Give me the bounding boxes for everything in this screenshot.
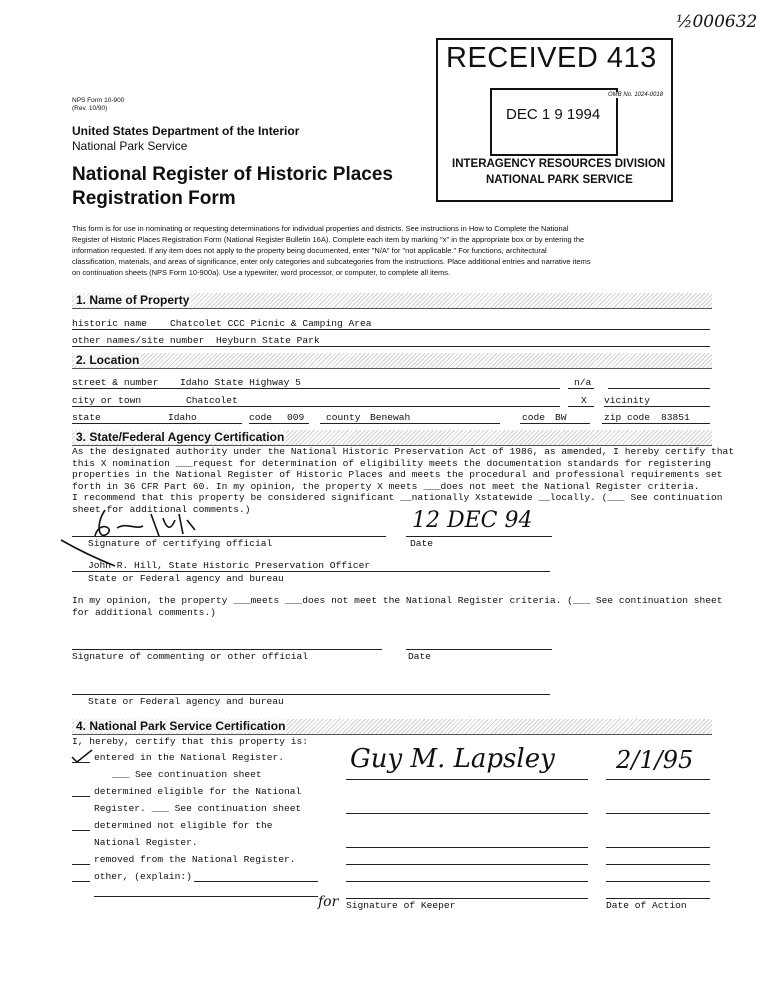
vicinity-underline xyxy=(604,406,710,407)
keeper-line6 xyxy=(346,898,588,899)
cert-line4: forth in 36 CFR Part 60. In my opinion, the property X meets ___does not meet the National Register criteria. xyxy=(72,480,700,492)
cert-date-label: Date xyxy=(410,538,434,549)
opinion-line2: for additional comments.) xyxy=(72,606,216,618)
stamp-service: NATIONAL PARK SERVICE xyxy=(486,174,633,186)
street-label: street & number xyxy=(72,377,159,388)
keeper-line5 xyxy=(346,881,588,882)
instructions-line2: Register of Historic Places Registration Form (National Register Bulletin 16A). Complete each item by marking "x" in the appropriate box or by entering the xyxy=(72,235,585,244)
keeper-signature-label: Signature of Keeper xyxy=(346,900,456,911)
for-mark: for xyxy=(318,894,339,910)
opinion-line1: In my opinion, the property ___meets ___does not meet the National Register criteria. (___ See continuation sheet xyxy=(72,595,723,606)
keeper-line3 xyxy=(346,847,588,848)
zip-value[interactable]: 83851 xyxy=(661,412,690,423)
other-explain-line2 xyxy=(94,896,318,897)
other-names-value[interactable]: Heyburn State Park xyxy=(216,335,320,346)
other-label: other, (explain:) xyxy=(94,871,192,882)
commenting-date-label: Date xyxy=(408,651,432,662)
other-names-label: other names/site number xyxy=(72,335,205,346)
form-revision: (Rev. 10/90) xyxy=(72,105,108,112)
commenting-date-line xyxy=(406,649,552,650)
historic-name-underline xyxy=(72,329,710,330)
section4-heading: 4. National Park Service Certification xyxy=(76,719,286,733)
instructions-line3: information requested. If any item does not apply to the property being documented, enter "N/A" for "not applicable." For functions, architectural xyxy=(72,246,547,255)
action-line5 xyxy=(606,881,710,882)
nps-intro: I, hereby, certify that this property is: xyxy=(72,736,309,747)
other-explain-line xyxy=(194,881,318,882)
state-code-value[interactable]: 009 xyxy=(287,412,305,423)
action-line2 xyxy=(606,813,710,814)
action-line4 xyxy=(606,864,710,865)
corner-handwritten-number: ½000632 xyxy=(676,12,758,32)
section4-header xyxy=(72,719,712,735)
cert-signature-label: Signature of certifying official xyxy=(88,538,273,549)
cert-signature-line xyxy=(72,536,386,537)
section3-heading: 3. State/Federal Agency Certification xyxy=(76,430,285,444)
state-value[interactable]: Idaho xyxy=(168,412,197,423)
na-underline xyxy=(568,388,594,389)
eligible-line1: determined eligible for the National xyxy=(94,786,302,797)
cert-line6: sheet for additional comments.) xyxy=(72,503,251,515)
historic-name-value[interactable]: Chatcolet CCC Picnic & Camping Area xyxy=(170,318,372,329)
action-line3 xyxy=(606,847,710,848)
keeper-line2 xyxy=(346,813,588,814)
county-code-underline xyxy=(520,423,590,424)
na-extra-underline xyxy=(608,388,710,389)
section1-header xyxy=(72,293,712,309)
other-blank xyxy=(72,881,90,882)
form-number: NPS Form 10-900 xyxy=(72,97,125,104)
cert-line2: this X nomination ___request for determination of eligibility meets the documentation standards for registering xyxy=(72,457,712,469)
section3-header xyxy=(72,430,712,446)
agency2-label: State or Federal agency and bureau xyxy=(88,696,284,707)
cert-date-handwritten: 12 DEC 94 xyxy=(412,508,533,533)
removed-label: removed from the National Register. xyxy=(94,854,296,865)
cert-agency-label: State or Federal agency and bureau xyxy=(88,573,284,584)
department-name: United States Department of the Interior xyxy=(72,124,300,138)
cert-line5: I recommend that this property be considered significant __nationally Xstatewide __locally. (___ See continuation xyxy=(72,492,723,503)
vicinity-mark[interactable]: X xyxy=(581,395,587,406)
stamp-division: INTERAGENCY RESOURCES DIVISION xyxy=(452,158,666,170)
see-continuation-1: ___ See continuation sheet xyxy=(112,769,262,780)
form-title-line2: Registration Form xyxy=(72,188,236,209)
city-value[interactable]: Chatcolet xyxy=(186,395,238,406)
state-code-underline xyxy=(249,423,309,424)
street-underline xyxy=(72,388,560,389)
instructions-line1: This form is for use in nominating or requesting determinations for individual properties and districts. See instructions in How to Complete the National xyxy=(72,224,569,233)
keeper-signature: Guy M. Lapsley xyxy=(350,744,555,774)
commenting-signature-line xyxy=(72,649,382,650)
county-label: county xyxy=(326,412,361,423)
entered-blank xyxy=(72,762,90,763)
county-code-value[interactable]: BW xyxy=(555,412,567,423)
stamp-date: DEC 1 9 1994 xyxy=(506,106,601,123)
city-label: city or town xyxy=(72,395,142,406)
state-code-label: code xyxy=(249,412,273,423)
other-names-underline xyxy=(72,346,710,347)
state-label: state xyxy=(72,412,101,423)
form-title-line1: National Register of Historic Places xyxy=(72,164,393,185)
keeper-line1 xyxy=(346,779,588,780)
entered-label: entered in the National Register. xyxy=(94,752,284,763)
agency-name: National Park Service xyxy=(72,139,188,153)
section2-header xyxy=(72,353,712,369)
county-code-label: code xyxy=(522,412,546,423)
zip-label: zip code xyxy=(604,412,651,423)
not-eligible-line2: National Register. xyxy=(94,837,198,848)
keeper-line4 xyxy=(346,864,588,865)
street-value[interactable]: Idaho State Highway 5 xyxy=(180,377,301,388)
state-underline xyxy=(72,423,242,424)
vicinity-label: vicinity xyxy=(604,395,651,406)
eligible-blank xyxy=(72,796,90,797)
county-value[interactable]: Benewah xyxy=(370,412,411,423)
eligible-line2: Register. ___ See continuation sheet xyxy=(94,803,302,814)
stamp-received-text: RECEIVED 413 xyxy=(446,42,657,74)
commenting-signature-label: Signature of commenting or other official xyxy=(72,651,309,662)
cert-line3: properties in the National Register of Historic Places and meets the procedural and professional requirements set xyxy=(72,469,723,480)
not-eligible-blank xyxy=(72,830,90,831)
instructions-line5: on continuation sheets (NPS Form 10-900a). Use a typewriter, word processor, or computer, to complete all items. xyxy=(72,268,451,277)
na-label: n/a xyxy=(574,377,592,388)
city-underline xyxy=(72,406,560,407)
action-line6 xyxy=(606,898,710,899)
historic-name-label: historic name xyxy=(72,318,147,329)
agency2-line xyxy=(72,694,550,695)
action-date-handwritten: 2/1/95 xyxy=(616,746,694,774)
vicinity-mark-underline xyxy=(568,406,594,407)
cert-line1: As the designated authority under the National Historic Preservation Act of 1986, as amended, I hereby certify that xyxy=(72,446,735,457)
omb-number: OMB No. 1024-0018 xyxy=(608,92,664,98)
action-line1 xyxy=(606,779,710,780)
not-eligible-line1: determined not eligible for the xyxy=(94,820,273,831)
section1-heading: 1. Name of Property xyxy=(76,293,190,307)
removed-blank xyxy=(72,864,90,865)
certifying-official-name: John R. Hill, State Historic Preservation Officer xyxy=(88,560,371,571)
date-of-action-label: Date of Action xyxy=(606,900,687,911)
section2-heading: 2. Location xyxy=(76,353,140,367)
instructions-line4: classification, materials, and areas of significance, enter only categories and subcategories from the instructions. Place additional entries and narrative items xyxy=(72,257,591,266)
county-underline xyxy=(320,423,500,424)
cert-date-line xyxy=(406,536,552,537)
zip-underline xyxy=(602,423,710,424)
cert-agency-line xyxy=(72,571,550,572)
